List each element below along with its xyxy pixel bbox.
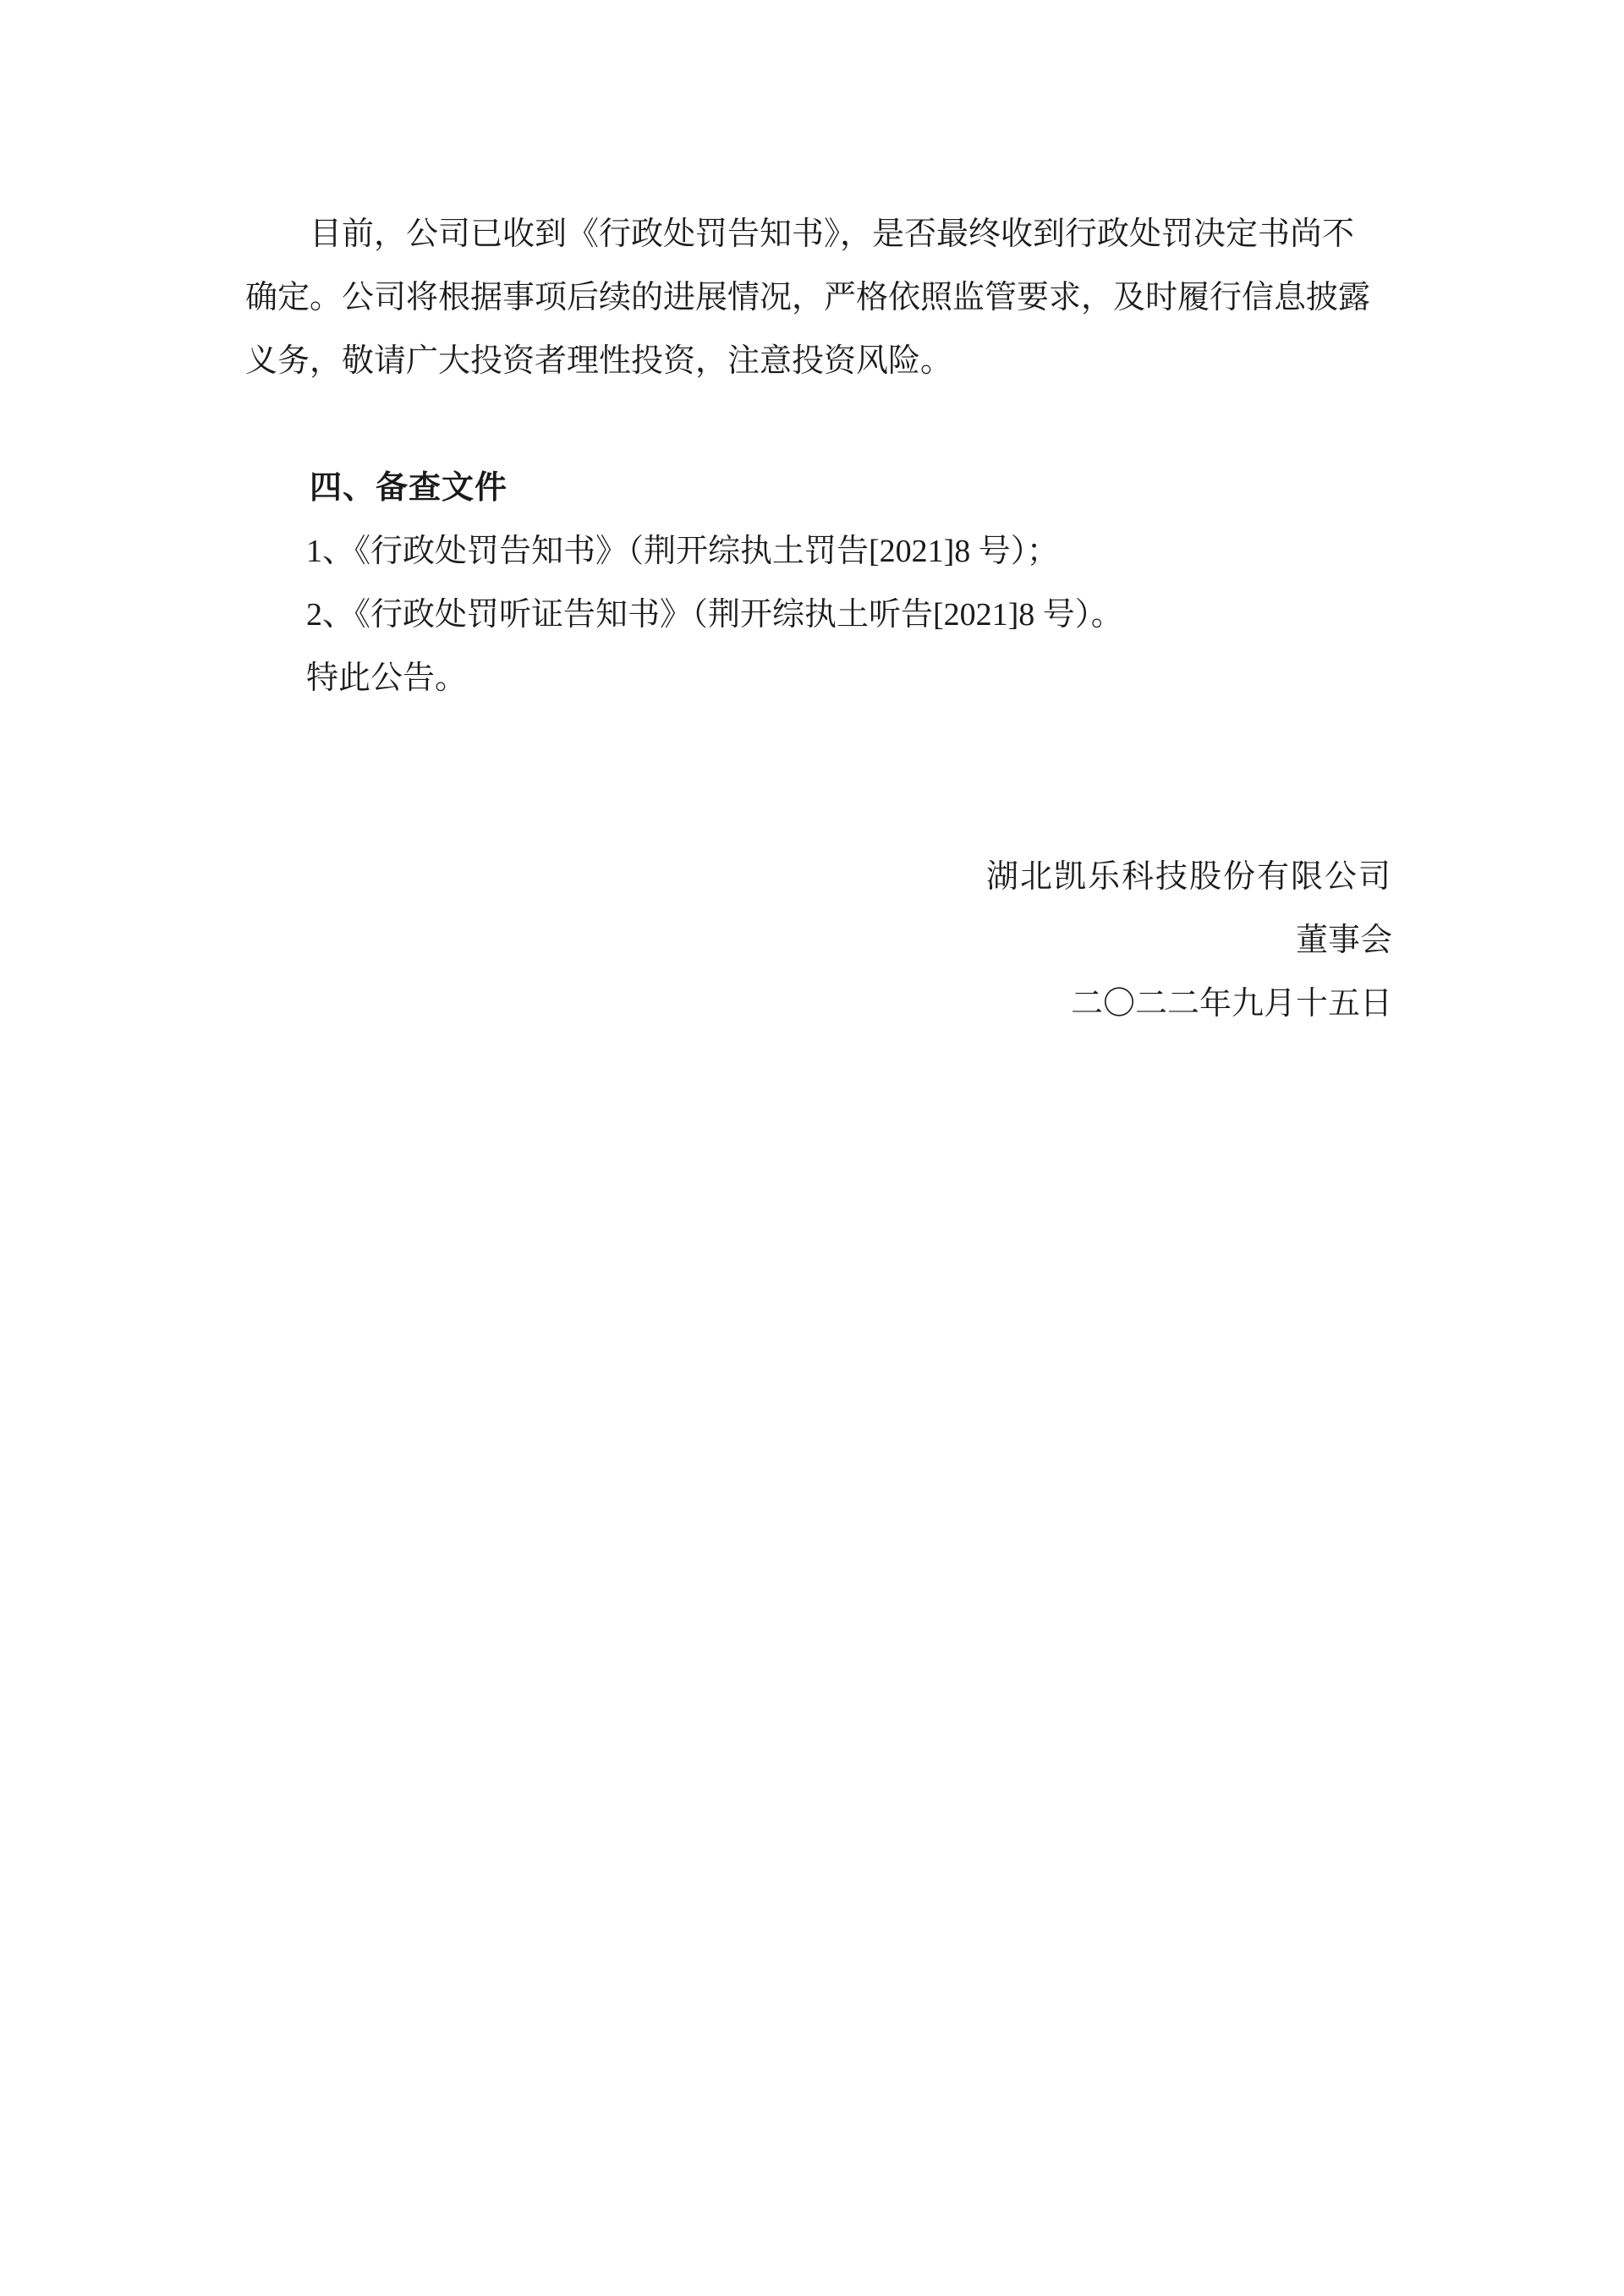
signature-block [245,846,1392,1036]
signature-board: 董事会 [1295,923,1392,958]
paragraph-line: 确定。公司将根据事项后续的进展情况，严格依照监管要求，及时履行信息披露 [245,280,1371,315]
signature-company-name: 湖北凯乐科技股份有限公司 [985,859,1392,895]
section-heading-reference-documents: 四、备查文件 [310,470,508,506]
paragraph-penalty-status [245,203,1374,393]
paragraph-line: 目前，公司已收到《行政处罚告知书》，是否最终收到行政处罚决定书尚不 [310,216,1355,252]
reference-document-item-1: 1、《行政处罚告知书》（荆开综执土罚告[2021]8 号）； [306,534,1059,569]
signature-date: 二〇二二年九月十五日 [1070,986,1392,1022]
paragraph-line: 义务，敬请广大投资者理性投资，注意投资风险。 [245,343,953,379]
reference-document-item-2: 2、《行政处罚听证告知书》（荆开综执土听告[2021]8 号）。 [306,597,1123,633]
closing-statement: 特此公告。 [306,660,468,696]
document-content [245,203,1392,1036]
